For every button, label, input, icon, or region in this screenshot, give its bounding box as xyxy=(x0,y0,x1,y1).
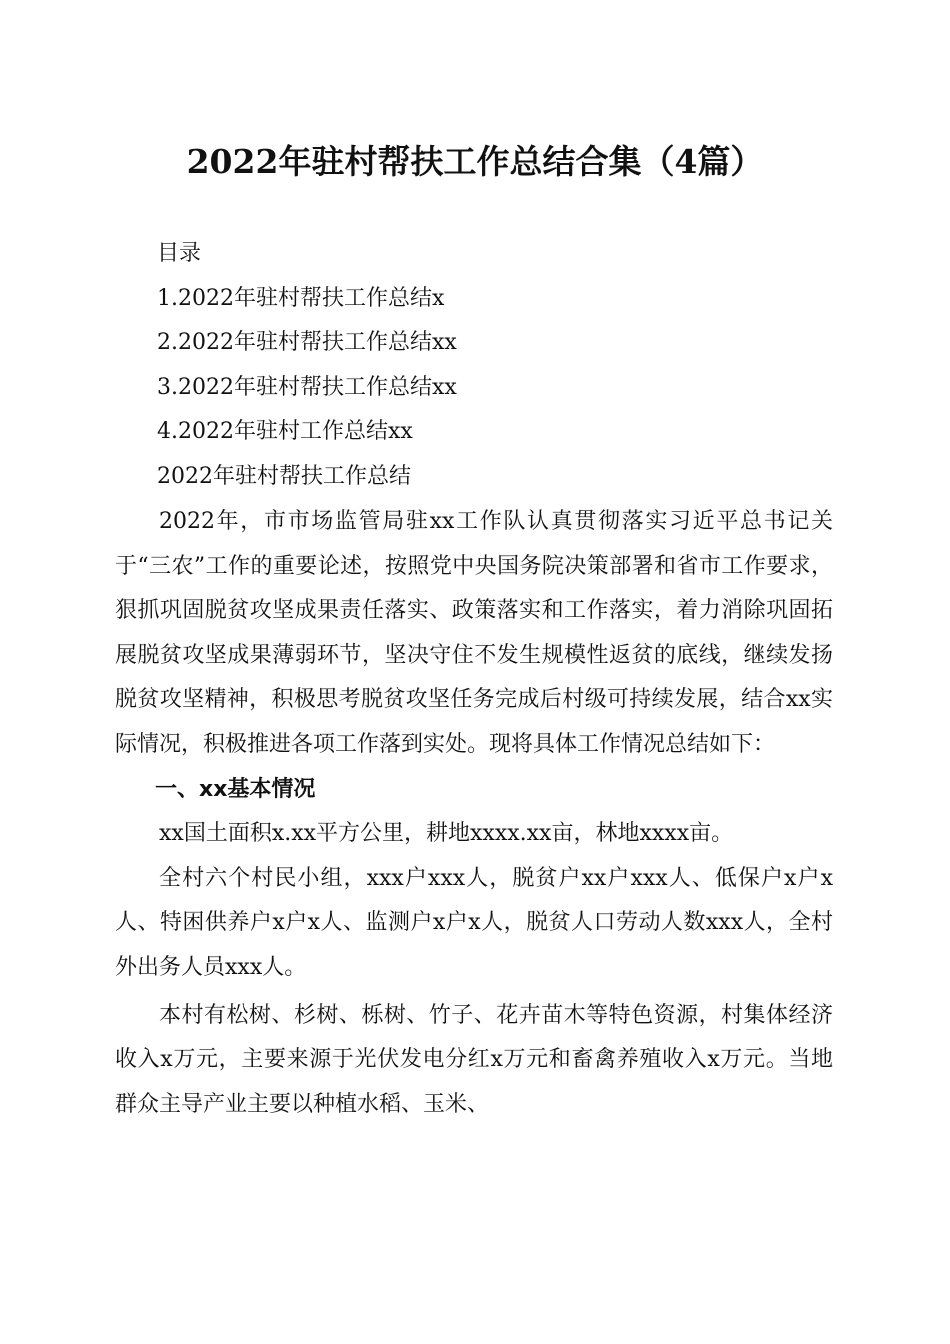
toc-item: 4.2022年驻村工作总结xx xyxy=(157,419,413,445)
document-title: 2022年驻村帮扶工作总结合集（4篇） xyxy=(186,142,764,181)
body-paragraph: 全村六个村民小组，xxx户xxx人，脱贫户xx户xxx人、低保户x户x人、特困供养户x户x人、监测户x户x人，脱贫人口劳动人数xxx人，全村外出务人员xxx人。 xyxy=(115,865,833,980)
article-body xyxy=(115,500,833,1127)
toc-item: 1.2022年驻村帮扶工作总结x xyxy=(157,285,445,311)
table-of-contents xyxy=(157,232,857,500)
intro-paragraph: 2022年，市市场监管局驻xx工作队认真贯彻落实习近平总书记关于“三农”工作的重要论述，按照党中央国务院决策部署和省市工作要求，狠抓巩固脱贫攻坚成果责任落实、政策落实和工作落实，着力消除巩固拓展脱贫攻坚成果薄弱环节，坚决守住不发生规模性返贫的底线，继续发扬脱贫攻坚精神，积极思考脱贫攻坚任务完成后村级可持续发展，结合xx实际情况，积极推进各项工作落到实处。现将具体工作情况总结如下： xyxy=(115,509,833,757)
toc-item: 3.2022年驻村帮扶工作总结xx xyxy=(157,374,457,400)
toc-heading: 目录 xyxy=(157,241,202,266)
section-heading: 一、xx基本情况 xyxy=(155,776,316,802)
toc-item: 2.2022年驻村帮扶工作总结xx xyxy=(157,330,457,356)
body-paragraph: 本村有松树、杉树、栎树、竹子、花卉苗木等特色资源，村集体经济收入x万元，主要来源于光伏发电分红x万元和畜禽养殖收入x万元。当地群众主导产业主要以种植水稻、玉米、 xyxy=(115,1002,833,1117)
body-paragraph: xx国土面积x.xx平方公里，耕地xxxx.xx亩，林地xxxx亩。 xyxy=(159,821,734,847)
article-title: 2022年驻村帮扶工作总结 xyxy=(157,463,411,489)
